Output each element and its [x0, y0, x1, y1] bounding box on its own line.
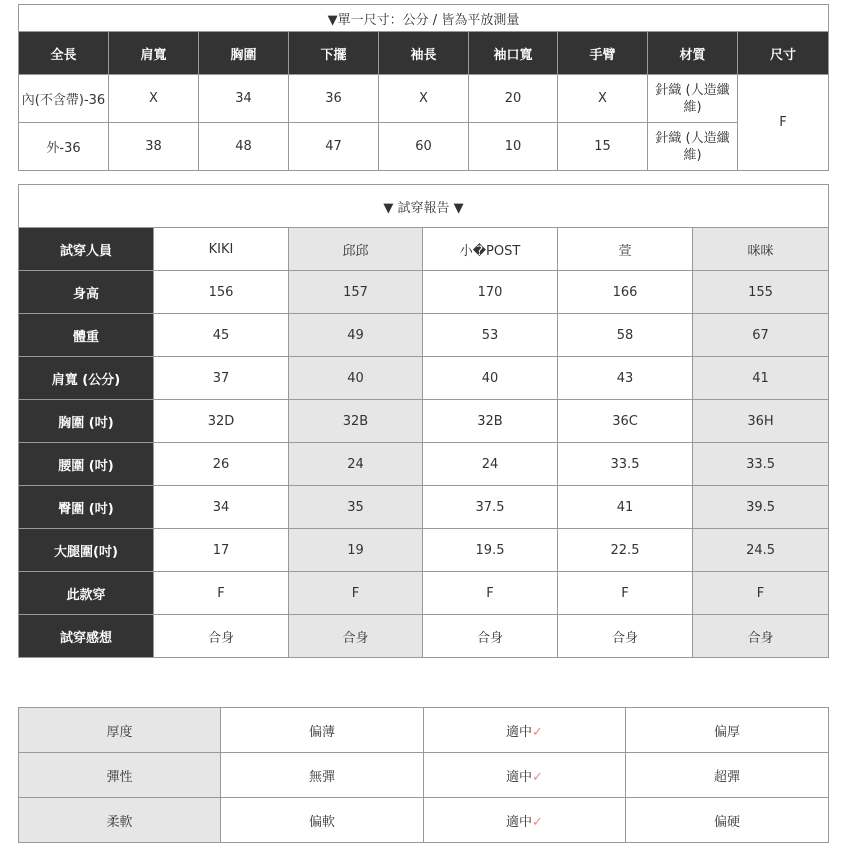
tryon-cell: 合身 [558, 615, 693, 658]
fabric-row [19, 708, 829, 753]
tryon-row [19, 529, 829, 572]
fabric-option [424, 753, 626, 798]
tryon-cell: 合身 [289, 615, 423, 658]
tryon-cell: 萱 [558, 228, 693, 271]
tryon-row [19, 400, 829, 443]
tryon-row-label: 胸圍 (吋) [19, 400, 154, 443]
cell-hem: 36 [289, 75, 379, 123]
size-table-caption: ▼單一尺寸：公分 / 皆為平放測量 [19, 5, 829, 32]
size-table [18, 4, 829, 171]
tryon-cell: 24 [289, 443, 423, 486]
row-label: 外-36 [19, 123, 109, 171]
fabric-option-label: 偏軟 [308, 814, 335, 830]
tryon-cell: F [693, 572, 829, 615]
fabric-option-label: 超彈 [713, 769, 740, 785]
header-sleeve: 袖長 [379, 32, 469, 75]
tryon-cell: 45 [154, 314, 289, 357]
tryon-cell: 53 [423, 314, 558, 357]
fabric-option [221, 753, 424, 798]
tryon-row [19, 228, 829, 271]
cell-shoulder: X [109, 75, 199, 123]
tryon-row [19, 271, 829, 314]
tryon-cell: 19.5 [423, 529, 558, 572]
tryon-caption: ▼ 試穿報告 ▼ [19, 185, 829, 228]
tryon-row [19, 572, 829, 615]
tryon-row [19, 615, 829, 658]
tryon-cell: 157 [289, 271, 423, 314]
tryon-cell: 小�POST [423, 228, 558, 271]
tryon-cell: 36C [558, 400, 693, 443]
fabric-row-label: 柔軟 [19, 798, 221, 843]
tryon-cell: 32B [423, 400, 558, 443]
tryon-cell: 24 [423, 443, 558, 486]
tryon-cell: 37.5 [423, 486, 558, 529]
tryon-cell: 170 [423, 271, 558, 314]
tryon-row-label: 體重 [19, 314, 154, 357]
fabric-option [626, 708, 829, 753]
fabric-option [424, 798, 626, 843]
tryon-row [19, 314, 829, 357]
cell-chest: 34 [199, 75, 289, 123]
tryon-cell: 32D [154, 400, 289, 443]
header-cuff: 袖口寬 [469, 32, 558, 75]
cell-cuff: 20 [469, 75, 558, 123]
fabric-properties-table [18, 707, 829, 843]
tryon-row [19, 443, 829, 486]
tryon-cell: 43 [558, 357, 693, 400]
fabric-option [221, 708, 424, 753]
header-hem: 下擺 [289, 32, 379, 75]
cell-size: F [738, 75, 829, 171]
fabric-option [626, 798, 829, 843]
tryon-cell: 32B [289, 400, 423, 443]
tryon-cell: 41 [558, 486, 693, 529]
cell-material: 針織 (人造纖維) [648, 75, 738, 123]
tryon-row-label: 腰圍 (吋) [19, 443, 154, 486]
tryon-cell: 19 [289, 529, 423, 572]
fabric-option-label: 偏厚 [713, 724, 740, 740]
table-row [19, 75, 829, 123]
checkmark-icon: ✓ [532, 724, 543, 740]
tryon-cell: 合身 [154, 615, 289, 658]
tryon-row-label: 試穿感想 [19, 615, 154, 658]
cell-hem: 47 [289, 123, 379, 171]
header-length: 全長 [19, 32, 109, 75]
tryon-row-label: 大腿圍(吋) [19, 529, 154, 572]
header-shoulder: 肩寬 [109, 32, 199, 75]
tryon-cell: 邱邱 [289, 228, 423, 271]
tryon-cell: F [423, 572, 558, 615]
tryon-cell: 合身 [423, 615, 558, 658]
tryon-row-label: 身高 [19, 271, 154, 314]
cell-arm: 15 [558, 123, 648, 171]
tryon-cell: 26 [154, 443, 289, 486]
header-material: 材質 [648, 32, 738, 75]
tryon-cell: 33.5 [558, 443, 693, 486]
tryon-cell: F [154, 572, 289, 615]
tryon-cell: 33.5 [693, 443, 829, 486]
tryon-cell: 58 [558, 314, 693, 357]
fabric-option-label: 無彈 [308, 769, 335, 785]
tryon-row-label: 試穿人員 [19, 228, 154, 271]
tryon-cell: 67 [693, 314, 829, 357]
tryon-cell: 35 [289, 486, 423, 529]
header-chest: 胸圍 [199, 32, 289, 75]
tryon-cell: 咪咪 [693, 228, 829, 271]
tryon-cell: F [558, 572, 693, 615]
fabric-row-label: 彈性 [19, 753, 221, 798]
row-label: 內(不含帶)-36 [19, 75, 109, 123]
tryon-row-label: 肩寬 (公分) [19, 357, 154, 400]
cell-cuff: 10 [469, 123, 558, 171]
tryon-cell: 39.5 [693, 486, 829, 529]
fabric-option-label: 適中 [506, 724, 533, 740]
tryon-cell: 166 [558, 271, 693, 314]
tryon-cell: 37 [154, 357, 289, 400]
fabric-row [19, 798, 829, 843]
tryon-cell: 34 [154, 486, 289, 529]
cell-arm: X [558, 75, 648, 123]
tryon-row-label: 此款穿 [19, 572, 154, 615]
tryon-cell: 17 [154, 529, 289, 572]
tryon-cell: 40 [423, 357, 558, 400]
fabric-option [424, 708, 626, 753]
table-row [19, 123, 829, 171]
tryon-cell: KIKI [154, 228, 289, 271]
tryon-row [19, 486, 829, 529]
tryon-row [19, 357, 829, 400]
tryon-cell: 22.5 [558, 529, 693, 572]
header-size: 尺寸 [738, 32, 829, 75]
tryon-cell: 41 [693, 357, 829, 400]
cell-shoulder: 38 [109, 123, 199, 171]
tryon-cell: F [289, 572, 423, 615]
cell-chest: 48 [199, 123, 289, 171]
tryon-cell: 155 [693, 271, 829, 314]
fabric-option-label: 適中 [506, 814, 533, 830]
tryon-cell: 合身 [693, 615, 829, 658]
tryon-cell: 24.5 [693, 529, 829, 572]
fabric-option-label: 偏薄 [308, 724, 335, 740]
fabric-option [221, 798, 424, 843]
tryon-cell: 36H [693, 400, 829, 443]
tryon-cell: 40 [289, 357, 423, 400]
cell-sleeve: 60 [379, 123, 469, 171]
fabric-row-label: 厚度 [19, 708, 221, 753]
fabric-row [19, 753, 829, 798]
fabric-option [626, 753, 829, 798]
tryon-cell: 49 [289, 314, 423, 357]
checkmark-icon: ✓ [532, 814, 543, 830]
cell-sleeve: X [379, 75, 469, 123]
tryon-cell: 156 [154, 271, 289, 314]
fabric-option-label: 適中 [506, 769, 533, 785]
tryon-row-label: 臀圍 (吋) [19, 486, 154, 529]
header-arm: 手臂 [558, 32, 648, 75]
cell-material: 針織 (人造纖維) [648, 123, 738, 171]
fabric-option-label: 偏硬 [713, 814, 740, 830]
tryon-report-table [18, 184, 829, 658]
checkmark-icon: ✓ [532, 769, 543, 785]
